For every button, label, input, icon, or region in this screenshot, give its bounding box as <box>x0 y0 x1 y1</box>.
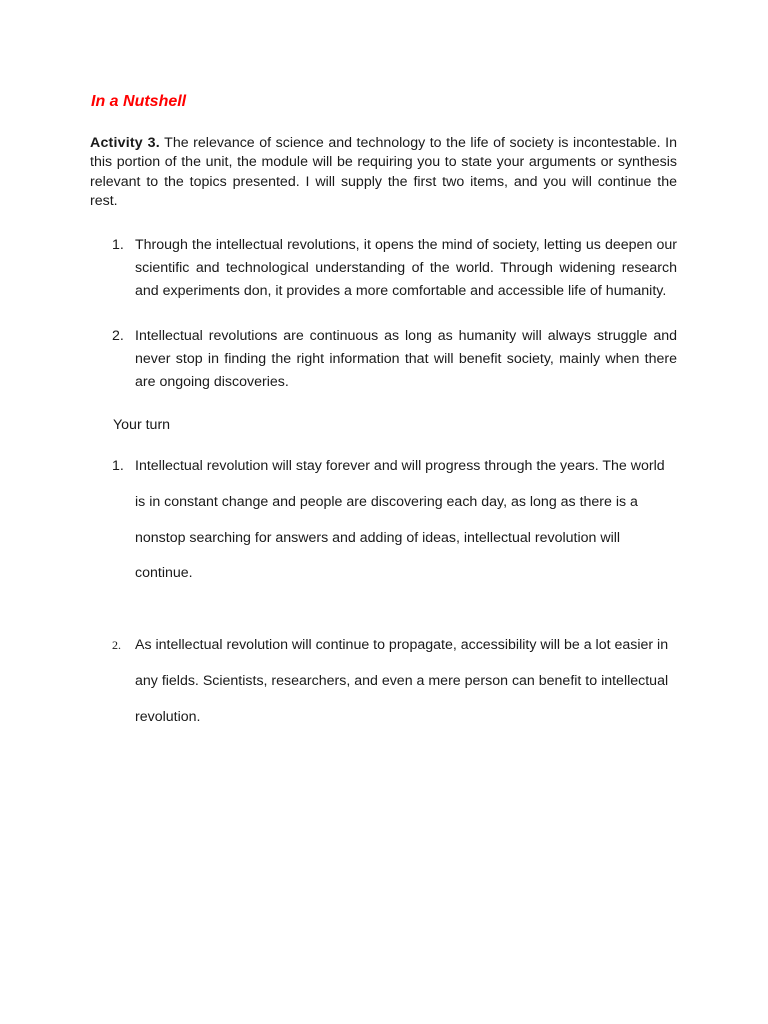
activity-instructions-text: The relevance of science and technology to the life of society is incontestable. In this portion of the unit, the module will be requiring you to state your arguments or synthesis relevant to the topics presented. I will supply the first two items, and you will continue the rest. <box>90 135 677 209</box>
given-item-number: 1. <box>112 237 124 253</box>
your-turn-label: Your turn <box>113 417 171 433</box>
given-item-number: 2. <box>112 328 124 344</box>
answer-item-1 <box>112 449 677 592</box>
activity-label: Activity 3. <box>90 135 160 151</box>
answer-item-text: Intellectual revolution will stay forever and will progress through the years. The world is in constant change and people are discovering each day, as long as there is a nonstop searching for answers and adding of ideas, intellectual revolution will continue. <box>135 458 665 582</box>
given-item-text: Through the intellectual revolutions, it opens the mind of society, letting us deepen our scientific and technological understanding of the world. Through widening research and experiments don, it provides a more comfortable and accessible life of humanity. <box>135 237 677 299</box>
answer-item-number: 1. <box>112 458 124 474</box>
section-heading: In a Nutshell <box>91 93 187 110</box>
answer-item-number: 2. <box>112 638 121 652</box>
answer-item-2 <box>112 628 677 735</box>
given-item-text: Intellectual revolutions are continuous as long as humanity will always struggle and never stop in finding the right information that will benefit society, mainly when there are ongoing discoveries. <box>135 328 677 390</box>
answer-item-text: As intellectual revolution will continue to propagate, accessibility will be a lot easier in any fields. Scientists, researchers, and even a mere person can benefit to intellectual revolution. <box>135 637 669 725</box>
given-item-2 <box>112 325 677 393</box>
given-item-1 <box>112 234 677 302</box>
activity-instructions <box>90 134 677 211</box>
